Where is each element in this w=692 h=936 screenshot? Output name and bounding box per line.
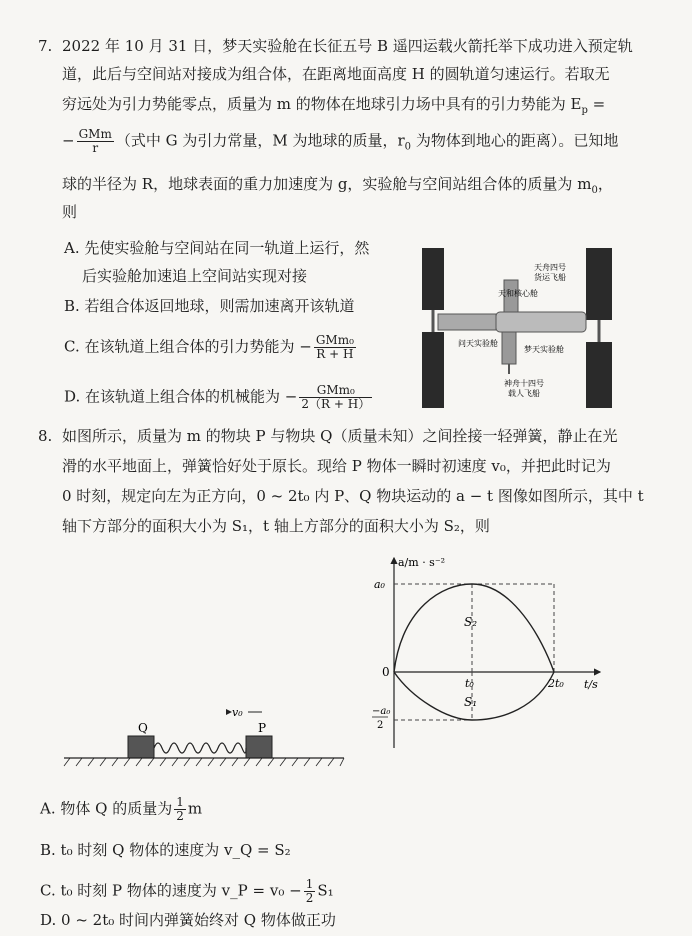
q7-option-c: C. 在该轨道上组合体的引力势能为 − $\frac{\text{GMm₀}}{R + H}$ xyxy=(64,333,354,361)
spring-diagram xyxy=(60,700,350,772)
q7-number: 7. xyxy=(38,37,53,55)
q7-line4: − $\frac{\text{GMm}}{r}$ （式中 G 为引力常量，M 为地球的质量，$r_0$ 为物体到地心的距离）。已知地 xyxy=(62,127,619,155)
graph-xlabel: t/s xyxy=(584,678,598,691)
label-shenzhou: 神舟十四号 xyxy=(504,379,544,388)
graph-S2: S₂ xyxy=(464,615,478,629)
label-wentian: 问天实验舱 xyxy=(458,339,498,348)
solar-panel-bottom-right xyxy=(586,342,612,408)
spring xyxy=(154,743,246,753)
graph-neg-half-den: 2 xyxy=(377,720,384,731)
q8-option-c: C. t₀ 时刻 P 物体的速度为 v_P = v₀ − $\frac{1}{2}$ S₁ xyxy=(40,877,334,905)
block-q-label: Q xyxy=(138,721,148,735)
q7-option-b: B. 若组合体返回地球，则需加速离开该轨道 xyxy=(64,297,355,315)
label-shenzhou-2: 载人飞船 xyxy=(508,389,540,398)
graph-t0: t₀ xyxy=(465,677,474,690)
solar-panel-top-right xyxy=(586,248,612,320)
q8-line1: 如图所示，质量为 m 的物块 P 与物块 Q（质量未知）之间拴接一轻弹簧，静止在光 xyxy=(62,427,618,445)
label-mengtian: 梦天实验舱 xyxy=(524,345,564,354)
velocity-label: v₀ xyxy=(232,706,243,719)
graph-2t0: 2t₀ xyxy=(548,677,564,690)
q8-line4: 轴下方部分的面积大小为 S₁，t 轴上方部分的面积大小为 S₂，则 xyxy=(62,517,490,535)
label-tianzhou: 天舟四号 xyxy=(534,263,566,272)
block-p xyxy=(246,736,272,758)
label-tianzhou-2: 货运飞船 xyxy=(534,273,566,282)
station-core-module xyxy=(496,312,586,332)
graph-ylabel: a/m · s⁻² xyxy=(398,556,446,569)
graph-neg-half-num: −a₀ xyxy=(372,706,391,717)
q7-option-a-1: A. 先使实验舱与空间站在同一轨道上运行，然 xyxy=(64,239,370,257)
solar-panel-bottom-left xyxy=(422,332,444,408)
q7-line5: 球的半径为 R，地球表面的重力加速度为 g，实验舱与空间站组合体的质量为 $m_0$， xyxy=(62,175,613,196)
q7-line6: 则 xyxy=(62,203,78,221)
q7-line1: 2022 年 10 月 31 日，梦天实验舱在长征五号 B 遥四运载火箭托举下成功进入预定轨 xyxy=(62,37,633,55)
space-station-figure xyxy=(418,240,636,412)
label-tianhe: 天和核心舱 xyxy=(498,289,538,298)
q7-line2: 道，此后与空间站对接成为组合体，在距离地面高度 H 的圆轨道匀速运行。若取无 xyxy=(62,65,610,83)
q8-option-d: D. 0 ~ 2t₀ 时间内弹簧始终对 Q 物体做正功 xyxy=(40,911,336,929)
solar-panel-top-left xyxy=(422,248,444,310)
q8-number: 8. xyxy=(38,427,53,445)
q8-line3: 0 时刻，规定向左为正方向，0 ~ 2t₀ 内 P、Q 物块运动的 a − t 图像如图所示，其中 t xyxy=(62,487,644,505)
graph-origin: 0 xyxy=(382,665,390,679)
a-t-graph xyxy=(352,548,614,758)
q7-option-d: D. 在该轨道上组合体的机械能为 − $\frac{\text{GMm₀}}{2(R + H)}$ xyxy=(64,383,371,411)
block-q xyxy=(128,736,154,758)
graph-S1: S₁ xyxy=(464,695,478,709)
graph-a0: a₀ xyxy=(374,578,385,591)
q7-line3: 穷远处为引力势能零点，质量为 m 的物体在地球引力场中具有的引力势能为 $E_p$ = xyxy=(62,95,606,116)
q7-option-a-2: 后实验舱加速追上空间站实现对接 xyxy=(82,267,308,285)
q8-option-a: A. 物体 Q 的质量为 $\frac{1}{2}$ m xyxy=(40,795,203,823)
q8-option-b: B. t₀ 时刻 Q 物体的速度为 v_Q = S₂ xyxy=(40,841,291,859)
block-p-label: P xyxy=(258,721,267,735)
q8-line2: 滑的水平地面上，弹簧恰好处于原长。现给 P 物体一瞬时初速度 v₀，并把此时记为 xyxy=(62,457,611,475)
